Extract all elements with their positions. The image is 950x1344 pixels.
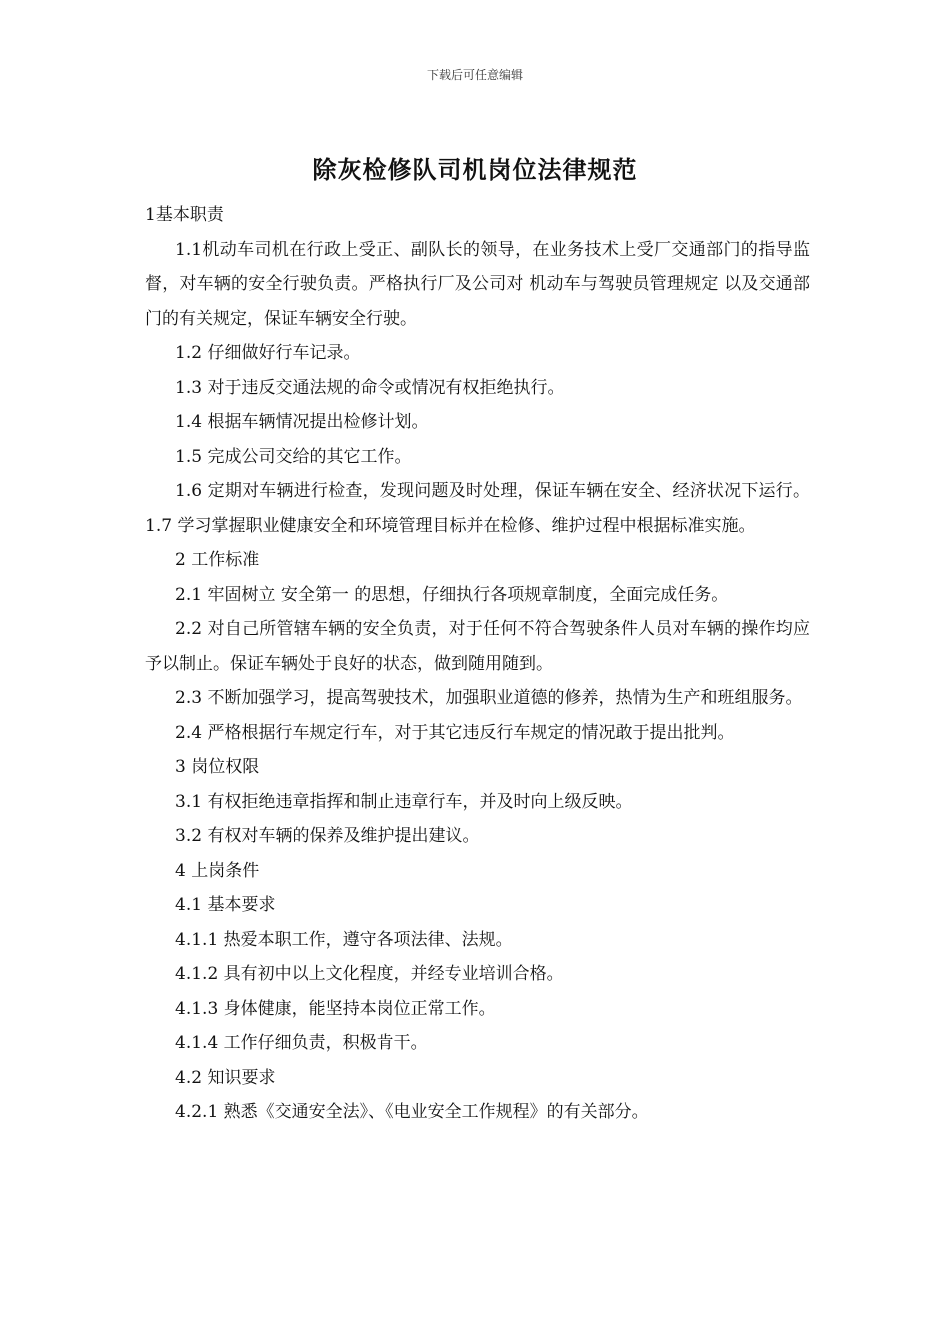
paragraph: 1.5 完成公司交给的其它工作。 [175, 446, 412, 467]
paragraph: 4.1.1 热爱本职工作，遵守各项法律、法规。 [175, 929, 513, 950]
paragraph: 2.2 对自己所管辖车辆的安全负责，对于任何不符合驾驶条件人员对车辆的操作均应予以制止。保证车辆处于良好的状态，做到随用随到。 [145, 619, 810, 674]
paragraph: 4.1.2 具有初中以上文化程度，并经专业培训合格。 [175, 964, 564, 984]
paragraph: 3.2 有权对车辆的保养及维护提出建议。 [175, 826, 480, 846]
paragraph: 4.1.4 工作仔细负责，积极肯干。 [175, 1033, 428, 1053]
paragraph: 2.4 严格根据行车规定行车，对于其它违反行车规定的情况敢于提出批判。 [175, 722, 735, 743]
document-title: 除灰检修队司机岗位法律规范 [312, 155, 638, 184]
paragraph: 1.4 根据车辆情况提出检修计划。 [175, 412, 429, 432]
paragraph: 1.1机动车司机在行政上受正、副队长的领导，在业务技术上受厂交通部门的指导监督，对车辆的安全行驶负责。严格执行厂及公司对 机动车与驾驶员管理规定 以及交通部门的有关规定，保证车辆安全行驶。 [145, 239, 810, 329]
paragraph: 4 上岗条件 [175, 860, 260, 881]
paragraph: 4.1 基本要求 [175, 895, 276, 915]
paragraph: 2.3 不断加强学习，提高驾驶技术，加强职业道德的修养，热情为生产和班组服务。 [175, 688, 803, 708]
paragraph: 4.2.1 熟悉《交通安全法》、《电业安全工作规程》的有关部分。 [175, 1102, 649, 1122]
paragraph: 1.6 定期对车辆进行检查，发现问题及时处理，保证车辆在安全、经济状况下运行。1.7 学习掌握职业健康安全和环境管理目标并在检修、维护过程中根据标准实施。 [145, 481, 810, 536]
paragraph: 2.1 牢固树立 安全第一 的思想，仔细执行各项规章制度，全面完成任务。 [175, 584, 729, 605]
paragraph: 3 岗位权限 [175, 757, 260, 777]
paragraph: 1基本职责 [145, 205, 224, 225]
paragraph: 3.1 有权拒绝违章指挥和制止违章行车，并及时向上级反映。 [175, 791, 633, 812]
paragraph: 4.1.3 身体健康，能坚持本岗位正常工作。 [175, 998, 496, 1019]
paragraph: 2 工作标准 [175, 550, 260, 570]
header-note: 下载后可任意编辑 [426, 68, 523, 82]
paragraph: 1.3 对于违反交通法规的命令或情况有权拒绝执行。 [175, 377, 565, 398]
document-body [145, 198, 810, 1130]
paragraph: 4.2 知识要求 [175, 1067, 276, 1088]
paragraph: 1.2 仔细做好行车记录。 [175, 343, 361, 363]
